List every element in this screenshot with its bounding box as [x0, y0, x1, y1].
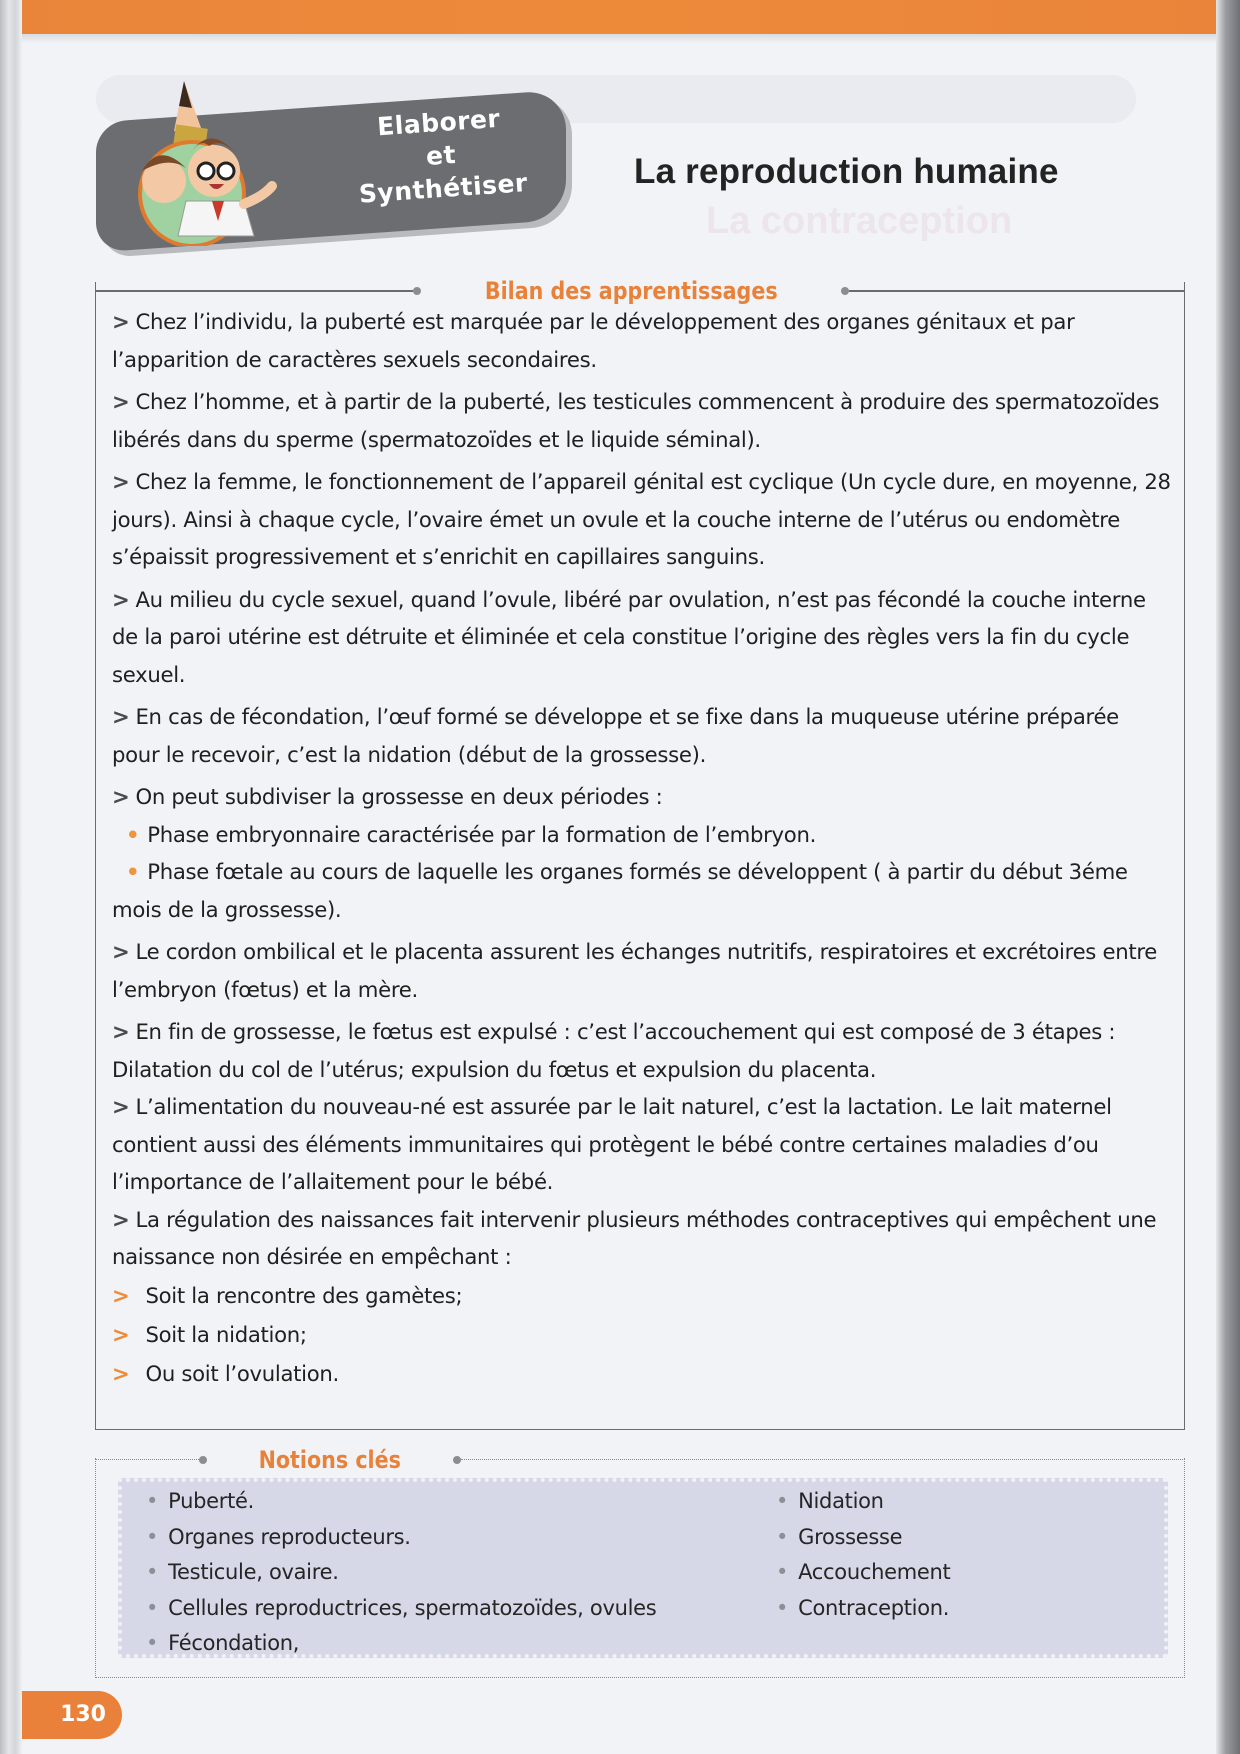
heading-dot-left	[413, 287, 421, 295]
bilan-paragraph: > Au milieu du cycle sexuel, quand l’ovule, libéré par ovulation, n’est pas fécondé la couche interne de la paroi utérine est détruite et éliminée et cela constitue l’origine des règles vers la fin du cycle sexuel.	[112, 586, 1146, 687]
heading-rule-left	[95, 290, 413, 292]
heading-dot-right	[841, 287, 849, 295]
dot-bullet-icon: •	[146, 1489, 159, 1513]
heading-dot-left	[199, 1456, 207, 1464]
notion-item: • Nidation	[776, 1489, 884, 1513]
orange-arrow-bullet-icon: >	[112, 1321, 130, 1347]
arrow-bullet-icon: >	[112, 1206, 130, 1232]
top-band-shadow	[0, 34, 1240, 42]
bilan-paragraph: > Chez l’homme, et à partir de la puberté, les testicules commencent à produire des spermatozoïdes libérés dans du sperme (spermatozoïdes et le liquide séminal).	[112, 389, 1160, 452]
section-badge	[96, 76, 566, 236]
page-edge	[1216, 0, 1240, 1754]
method-item: > Ou soit l’ovulation.	[112, 1360, 339, 1386]
bilan-paragraph: > La régulation des naissances fait intervenir plusieurs méthodes contraceptives qui empêchent une naissance non désirée en empêchant :	[112, 1206, 1157, 1269]
dot-bullet-icon: •	[776, 1595, 789, 1620]
arrow-bullet-icon: >	[112, 784, 130, 809]
notion-item: • Cellules reproductrices, spermatozoïdes, ovules	[146, 1595, 657, 1620]
bilan-paragraph: > En cas de fécondation, l’œuf formé se développe et se fixe dans la muqueuse utérine préparée pour le recevoir, c’est la nidation (début de la grossesse).	[112, 704, 1119, 767]
bilan-heading-row	[95, 277, 1185, 305]
dot-bullet-icon: •	[146, 1524, 159, 1549]
arrow-bullet-icon: >	[112, 309, 130, 334]
arrow-bullet-icon: >	[112, 586, 130, 612]
notion-item: • Grossesse	[776, 1524, 903, 1549]
notion-item: • Testicule, ovaire.	[146, 1560, 339, 1584]
bilan-paragraph: > Le cordon ombilical et le placenta assurent les échanges nutritifs, respiratoires et excrétoires entre l’embryon (fœtus) et la mère.	[112, 939, 1158, 1002]
notion-item: • Organes reproducteurs.	[146, 1524, 411, 1549]
heading-rule-left	[95, 1459, 199, 1461]
dot-bullet-icon: •	[146, 1595, 159, 1620]
notion-item: • Contraception.	[776, 1595, 950, 1620]
show-through-title: La contraception	[706, 200, 1013, 242]
heading-rule-right	[849, 290, 1185, 292]
arrow-bullet-icon: >	[112, 469, 130, 494]
orange-arrow-bullet-icon: >	[112, 1282, 130, 1308]
phase-item: • Phase fœtale au cours de laquelle les organes formés se développent ( à partir du début 3éme mois de la grossesse).	[112, 859, 1128, 922]
badge-label: Elaborer et Synthétiser	[357, 103, 529, 209]
orange-dot-bullet-icon: •	[126, 859, 140, 884]
method-item: > Soit la nidation;	[112, 1321, 307, 1347]
dot-bullet-icon: •	[146, 1631, 159, 1655]
bilan-paragraph: > On peut subdiviser la grossesse en deux périodes :	[112, 784, 663, 809]
bilan-content	[112, 303, 1172, 1393]
bilan-paragraph: > Chez l’individu, la puberté est marquée par le développement des organes génitaux et par l’apparition de caractères sexuels secondaires.	[112, 309, 1075, 372]
dot-bullet-icon: •	[776, 1489, 789, 1513]
notion-item: • Puberté.	[146, 1489, 255, 1513]
notions-list-right	[776, 1484, 950, 1626]
phase-item: • Phase embryonnaire caractérisée par la formation de l’embryon.	[126, 821, 817, 847]
bilan-paragraph: > Chez la femme, le fonctionnement de l’appareil génital est cyclique (Un cycle dure, en moyenne, 28 jours). Ainsi à chaque cycle, l’ovaire émet un ovule et la couche interne de l’utérus ou endomètre s’épaissit progressivement et s’enrichit en capillaires sanguins.	[112, 469, 1171, 569]
heading-rule-right	[461, 1459, 1185, 1461]
mascot-illustration-icon	[114, 76, 284, 246]
heading-dot-right	[453, 1456, 461, 1464]
page-title: La reproduction humaine	[634, 152, 1059, 191]
page-binding	[0, 0, 22, 1754]
notions-heading-row	[95, 1446, 1185, 1474]
notions-list-left	[146, 1484, 656, 1662]
dot-bullet-icon: •	[776, 1560, 789, 1584]
arrow-bullet-icon: >	[112, 939, 130, 964]
orange-arrow-bullet-icon: >	[112, 1360, 130, 1386]
dot-bullet-icon: •	[146, 1560, 159, 1584]
bilan-heading: Bilan des apprentissages	[484, 277, 778, 305]
method-item: > Soit la rencontre des gamètes;	[112, 1282, 463, 1308]
page-number: 130	[22, 1691, 122, 1739]
notions-heading: Notions clés	[258, 1446, 401, 1474]
top-orange-band	[0, 0, 1240, 34]
arrow-bullet-icon: >	[112, 1019, 130, 1044]
bilan-paragraph: > L’alimentation du nouveau-né est assurée par le lait naturel, c’est la lactation. Le lait maternel contient aussi des éléments immunitaires qui protègent le bébé contre certaines maladies d’ou l’importance de l’allaitement pour le bébé.	[112, 1094, 1112, 1194]
arrow-bullet-icon: >	[112, 704, 130, 729]
arrow-bullet-icon: >	[112, 1094, 130, 1119]
notion-item: • Accouchement	[776, 1560, 951, 1584]
bilan-paragraph: > En fin de grossesse, le fœtus est expulsé : c’est l’accouchement qui est composé de 3 étapes : Dilatation du col de l’utérus; expulsion du fœtus et expulsion du placenta.	[112, 1019, 1116, 1082]
notion-item: • Fécondation,	[146, 1631, 300, 1655]
dot-bullet-icon: •	[776, 1524, 789, 1549]
orange-dot-bullet-icon: •	[126, 821, 140, 847]
arrow-bullet-icon: >	[112, 389, 130, 414]
